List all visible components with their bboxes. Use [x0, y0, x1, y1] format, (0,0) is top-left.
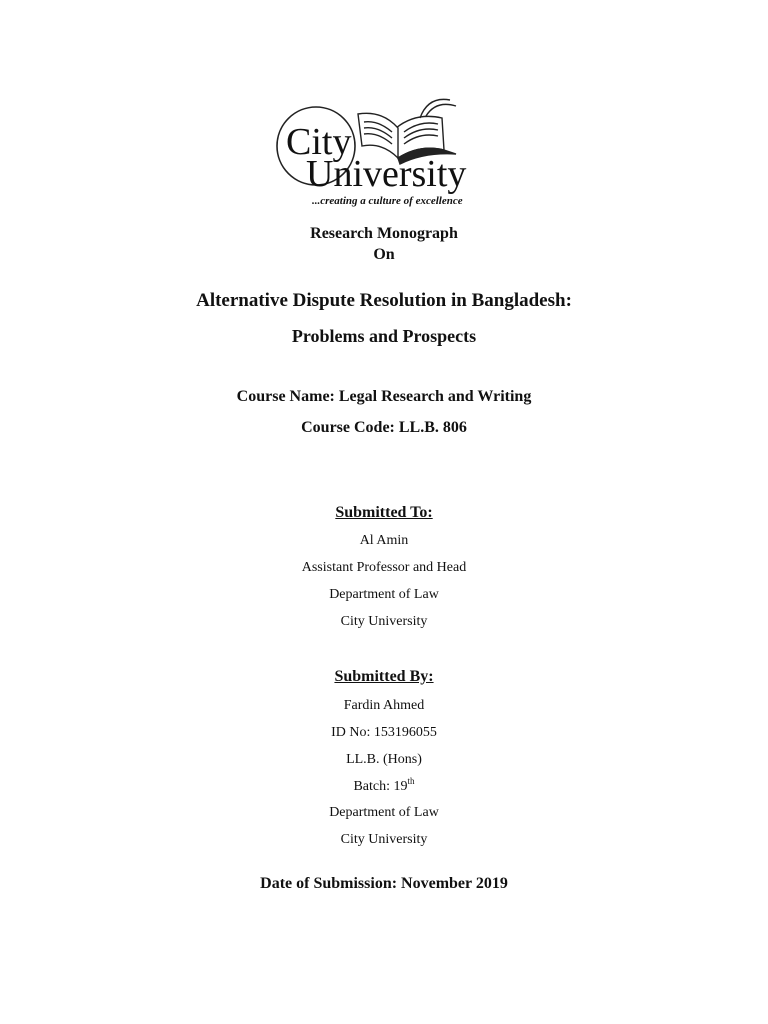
- title-line-2: Problems and Prospects: [291, 326, 477, 346]
- student-batch-suffix: th: [407, 776, 415, 786]
- student-name: Fardin Ahmed: [343, 698, 425, 713]
- student-department: Department of Law: [329, 805, 439, 820]
- logo-line-university: University: [306, 153, 467, 195]
- supervisor-department: Department of Law: [329, 587, 439, 602]
- course-code: Course Code: LL.B. 806: [301, 419, 467, 436]
- submitted-by-heading: Submitted By:: [334, 668, 434, 685]
- supervisor-institution: City University: [340, 614, 428, 629]
- supervisor-designation: Assistant Professor and Head: [301, 560, 467, 575]
- on-label: On: [373, 246, 395, 263]
- student-id: ID No: 153196055: [331, 725, 437, 740]
- city-university-logo: [270, 88, 500, 210]
- student-batch: [0, 776, 768, 795]
- logo-line-city: City: [286, 121, 352, 163]
- submission-date: Date of Submission: November 2019: [260, 875, 508, 892]
- student-institution: City University: [340, 832, 428, 847]
- title-line-1: Alternative Dispute Resolution in Bangladesh:: [196, 290, 572, 311]
- monograph-label: Research Monograph: [310, 225, 458, 242]
- student-program: LL.B. (Hons): [346, 752, 422, 767]
- supervisor-name: Al Amin: [359, 533, 409, 548]
- student-batch-number: Batch: 19: [353, 779, 408, 794]
- submitted-to-heading: Submitted To:: [335, 504, 433, 521]
- logo-tagline: ...creating a culture of excellence: [312, 195, 463, 207]
- course-name: Course Name: Legal Research and Writing: [236, 388, 532, 405]
